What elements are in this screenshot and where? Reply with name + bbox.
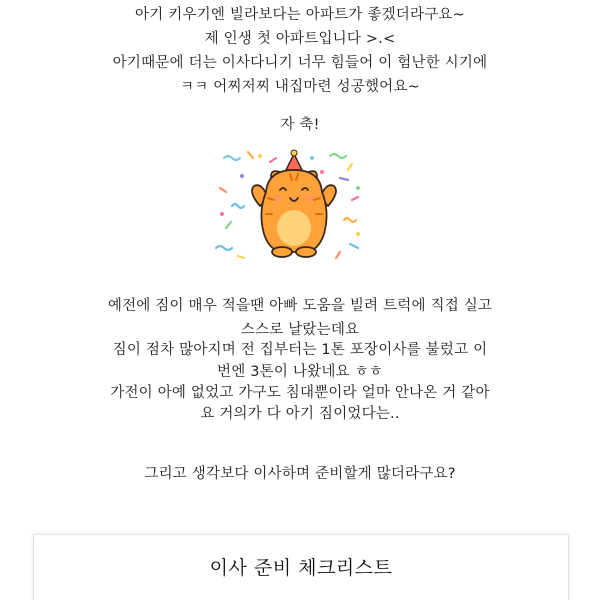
intro-line-2: 제 인생 첫 아파트입니다 >.< — [204, 31, 396, 47]
tiger-belly — [277, 210, 311, 246]
intro-line-4: ㅋㅋ 어찌저찌 내집마련 성공했어요~ — [180, 79, 420, 95]
celebrating-tiger-sticker-icon — [212, 148, 364, 268]
party-hat-icon — [286, 150, 302, 170]
story-line-2: 스스로 날랐는데요 — [240, 322, 360, 338]
intro-line-1: 아기 키우기엔 빌라보다는 아파트가 좋겠더라구요~ — [135, 7, 465, 23]
question-text: 그리고 생각보다 이사하며 준비할게 많더라구요? — [144, 466, 456, 482]
tiger-cheek-right — [306, 196, 314, 201]
story-line-3: 짐이 점차 많아지며 전 집부터는 1톤 포장이사를 불렀고 이 — [112, 342, 488, 358]
story-line-6: 요 거의가 다 아기 짐이었다는.. — [200, 406, 400, 422]
intro-line-3: 아기때문에 더는 이사다니기 너무 힘들어 이 험난한 시기에 — [112, 55, 488, 71]
checklist-card-title: 이사 준비 체크리스트 — [209, 557, 393, 579]
checklist-card[interactable] — [33, 534, 569, 600]
story-line-4: 번엔 3톤이 나왔네요 ㅎㅎ — [217, 364, 383, 380]
story-line-1: 예전에 짐이 매우 적을땐 아빠 도움을 빌려 트럭에 직접 실고 — [107, 298, 493, 314]
congrats-text: 자 축! — [280, 117, 320, 133]
tiger-cheek-left — [274, 196, 282, 201]
story-line-5: 가전이 아예 없었고 가구도 침대뿐이라 얼마 안나온 거 같아 — [110, 385, 490, 401]
